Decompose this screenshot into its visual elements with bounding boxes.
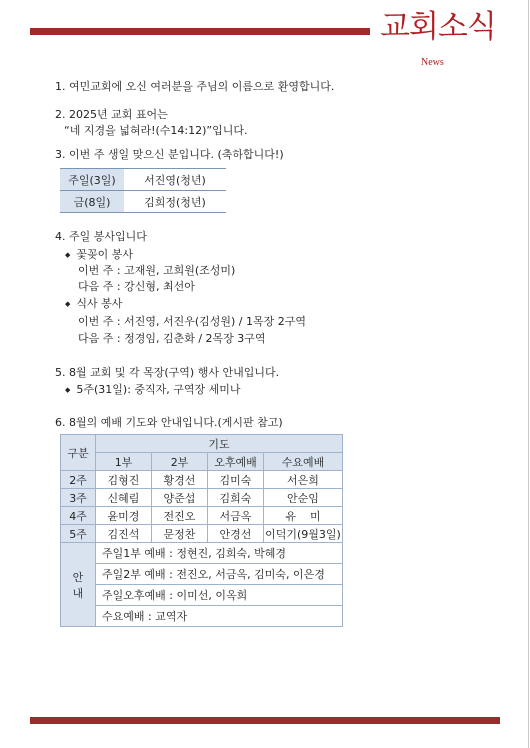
table-row <box>61 507 343 525</box>
table-cell: 서금옥 <box>208 507 264 525</box>
birthday-name: 김희정(청년) <box>124 191 226 213</box>
week-label: 3주 <box>61 489 96 507</box>
footer-bar <box>30 717 500 724</box>
guide-entry: 주일1부 예배 : 정현진, 김희숙, 박혜경 <box>96 543 343 564</box>
guide-entry: 주일2부 예배 : 전진오, 서금옥, 김미숙, 이은경 <box>96 564 343 585</box>
table-row <box>61 525 343 543</box>
prayer-schedule-table <box>60 434 343 627</box>
table-cell: 문정찬 <box>152 525 208 543</box>
guide-entry: 수요예배 : 교역자 <box>96 606 343 627</box>
table-row <box>61 489 343 507</box>
flower-service-this-week: 이번 주 : 고재원, 고희원(조성미) <box>78 264 236 277</box>
table-cell: 김희숙 <box>208 489 264 507</box>
flower-service-title: ◆ 꽃꽂이 봉사 <box>65 248 133 263</box>
table-row <box>60 169 226 191</box>
logo-title: 교회소식 <box>380 9 496 45</box>
week-label: 5주 <box>61 525 96 543</box>
notice-5-seminar: ◆ 5주(31일): 중직자, 구역장 세미나 <box>65 383 241 398</box>
notice-6: 6. 8월의 예배 기도와 안내입니다.(게시판 참고) <box>55 416 283 429</box>
table-cell: 신혜림 <box>96 489 152 507</box>
guide-label <box>61 543 96 627</box>
table-cell: 양준섭 <box>152 489 208 507</box>
header-bar <box>30 28 370 35</box>
table-row <box>61 564 343 585</box>
table-cell: 김진석 <box>96 525 152 543</box>
table-cell: 전진오 <box>152 507 208 525</box>
table-row <box>61 585 343 606</box>
logo-subtitle: News <box>421 57 444 68</box>
meal-service-this-week: 이번 주 : 서진영, 서진우(김성원) / 1목장 2구역 <box>78 315 306 328</box>
guide-label-2: 내 <box>72 586 84 600</box>
table-cell: 이덕기(9월3일) <box>264 525 343 543</box>
table-cell: 윤미경 <box>96 507 152 525</box>
notice-5: 5. 8월 교회 및 각 목장(구역) 행사 안내입니다. <box>55 366 280 379</box>
notice-1: 1. 여민교회에 오신 여러분을 주님의 이름으로 환영합니다. <box>55 80 335 93</box>
guide-label-1: 안 <box>72 570 84 584</box>
birthday-day: 주일(3일) <box>60 169 124 191</box>
table-cell: 안순임 <box>264 489 343 507</box>
page-edge <box>528 0 529 748</box>
meal-service-title: ◆ 식사 봉사 <box>65 297 122 312</box>
birthday-table <box>60 168 226 213</box>
table-cell: 김미숙 <box>208 471 264 489</box>
notice-2-motto: “네 지경을 넓혀라!(수14:12)”입니다. <box>64 124 248 137</box>
table-row <box>61 471 343 489</box>
table-cell: 서은희 <box>264 471 343 489</box>
meal-service-next-week: 다음 주 : 정경임, 김춘화 / 2목장 3구역 <box>78 332 266 345</box>
notice-3: 3. 이번 주 생일 맞으신 분입니다. (축하합니다!) <box>55 148 284 161</box>
column-header: 1부 <box>96 453 152 471</box>
flower-service-next-week: 다음 주 : 강신형, 최선아 <box>78 280 195 293</box>
column-header: 2부 <box>152 453 208 471</box>
notice-2: 2. 2025년 교회 표어는 <box>55 108 168 121</box>
week-label: 4주 <box>61 507 96 525</box>
header-category: 구분 <box>61 435 96 471</box>
table-row <box>61 606 343 627</box>
table-cell: 유 미 <box>264 507 343 525</box>
birthday-day: 금(8일) <box>60 191 124 213</box>
header-prayer: 기도 <box>96 435 343 453</box>
table-row <box>60 191 226 213</box>
table-cell: 안경선 <box>208 525 264 543</box>
table-cell: 김형진 <box>96 471 152 489</box>
table-row <box>61 453 343 471</box>
column-header: 오후예배 <box>208 453 264 471</box>
birthday-name: 서진영(청년) <box>124 169 226 191</box>
table-row <box>61 543 343 564</box>
table-cell: 황경선 <box>152 471 208 489</box>
week-label: 2주 <box>61 471 96 489</box>
notice-4: 4. 주일 봉사입니다 <box>55 230 147 243</box>
table-row <box>61 435 343 453</box>
guide-entry: 주일오후예배 : 이미선, 이옥희 <box>96 585 343 606</box>
column-header: 수요예배 <box>264 453 343 471</box>
logo <box>380 8 500 68</box>
